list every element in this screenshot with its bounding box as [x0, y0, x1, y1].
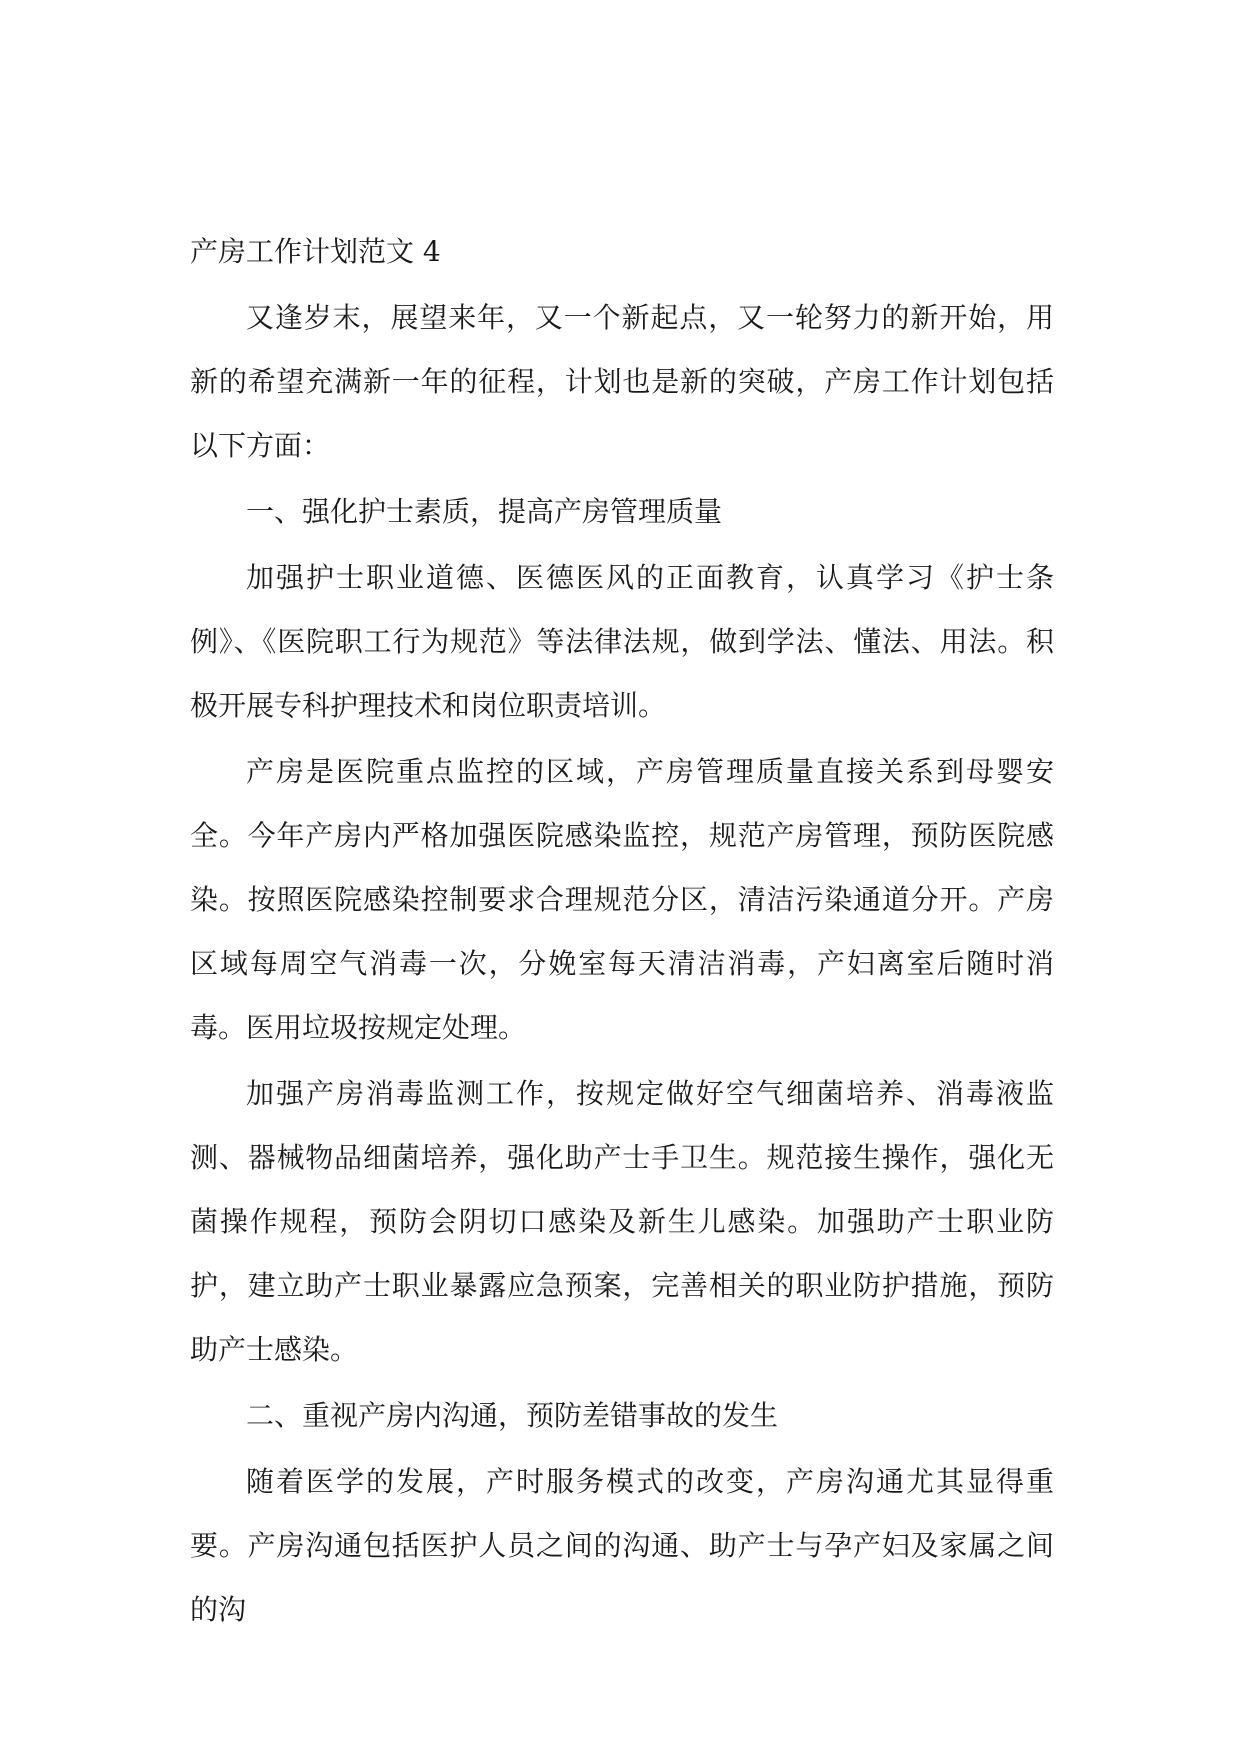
intro-paragraph: 又逢岁末，展望来年，又一个新起点，又一轮努力的新开始，用新的希望充满新一年的征程，计划也是新的突破，产房工作计划包括以下方面：: [190, 301, 1054, 462]
paragraph-communication: 随着医学的发展，产时服务模式的改变，产房沟通尤其显得重要。产房沟通包括医护人员之间的沟通、助产士与孕产妇及家属之间的沟: [190, 1465, 1054, 1626]
paragraph-infection-control: 产房是医院重点监控的区域，产房管理质量直接关系到母婴安全。今年产房内严格加强医院感染监控，规范产房管理，预防医院感染。按照医院感染控制要求合理规范分区，清洁污染通道分开。产房区域每周空气消毒一次，分娩室每天清洁消毒，产妇离室后随时消毒。医用垃圾按规定处理。: [190, 755, 1054, 1044]
section-heading-2: 二、重视产房内沟通，预防差错事故的发生: [246, 1399, 779, 1432]
document-body: [190, 220, 1054, 1644]
paragraph-disinfection-monitoring: 加强产房消毒监测工作，按规定做好空气细菌培养、消毒液监测、器械物品细菌培养，强化助产士手卫生。规范接生操作，强化无菌操作规程，预防会阴切口感染及新生儿感染。加强助产士职业防护，建立助产士职业暴露应急预案，完善相关的职业防护措施，预防助产士感染。: [190, 1077, 1054, 1366]
paragraph-ethics: 加强护士职业道德、医德医风的正面教育，认真学习《护士条例》、《医院职工行为规范》等法律法规，做到学法、懂法、用法。积极开展专科护理技术和岗位职责培训。: [190, 561, 1054, 722]
section-heading-1: 一、强化护士素质，提高产房管理质量: [246, 495, 723, 528]
document-title: 产房工作计划范文 4: [190, 235, 441, 268]
